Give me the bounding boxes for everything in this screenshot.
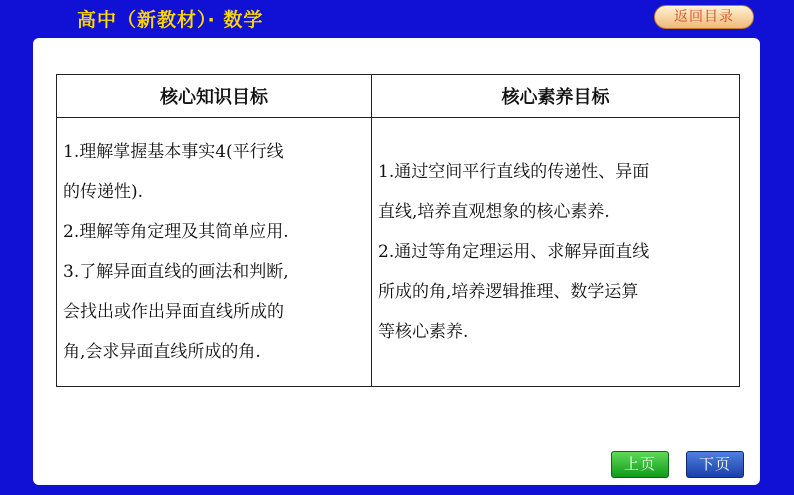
prev-page-button[interactable]: 上页	[611, 451, 669, 478]
page-title: 高中（新教材）· 数学	[77, 9, 264, 31]
literacy-goals-cell	[372, 118, 740, 387]
header-literacy-goals: 核心素养目标	[372, 75, 740, 118]
next-page-button[interactable]: 下页	[686, 451, 744, 478]
text-line: 会找出或作出异面直线所成的	[63, 302, 284, 322]
knowledge-goals-cell	[57, 118, 372, 387]
table-row	[57, 118, 740, 387]
content-panel	[33, 38, 760, 485]
back-to-contents-button[interactable]: 返回目录	[654, 5, 754, 29]
text-line: 的传递性).	[63, 182, 144, 202]
header-knowledge-goals: 核心知识目标	[57, 75, 372, 118]
text-line: 直线,培养直观想象的核心素养.	[378, 202, 610, 222]
text-line: 2.理解等角定理及其简单应用.	[63, 222, 289, 242]
text-line: 角,会求异面直线所成的角.	[63, 342, 261, 362]
text-line: 等核心素养.	[378, 322, 469, 342]
text-line: 3.了解异面直线的画法和判断,	[63, 262, 289, 282]
table-header-row	[57, 75, 740, 118]
text-line: 1.通过空间平行直线的传递性、异面	[378, 162, 650, 182]
text-line: 2.通过等角定理运用、求解异面直线	[378, 242, 650, 262]
text-line: 1.理解掌握基本事实4(平行线	[63, 142, 284, 162]
text-line: 所成的角,培养逻辑推理、数学运算	[378, 282, 639, 302]
goals-table	[56, 74, 740, 387]
